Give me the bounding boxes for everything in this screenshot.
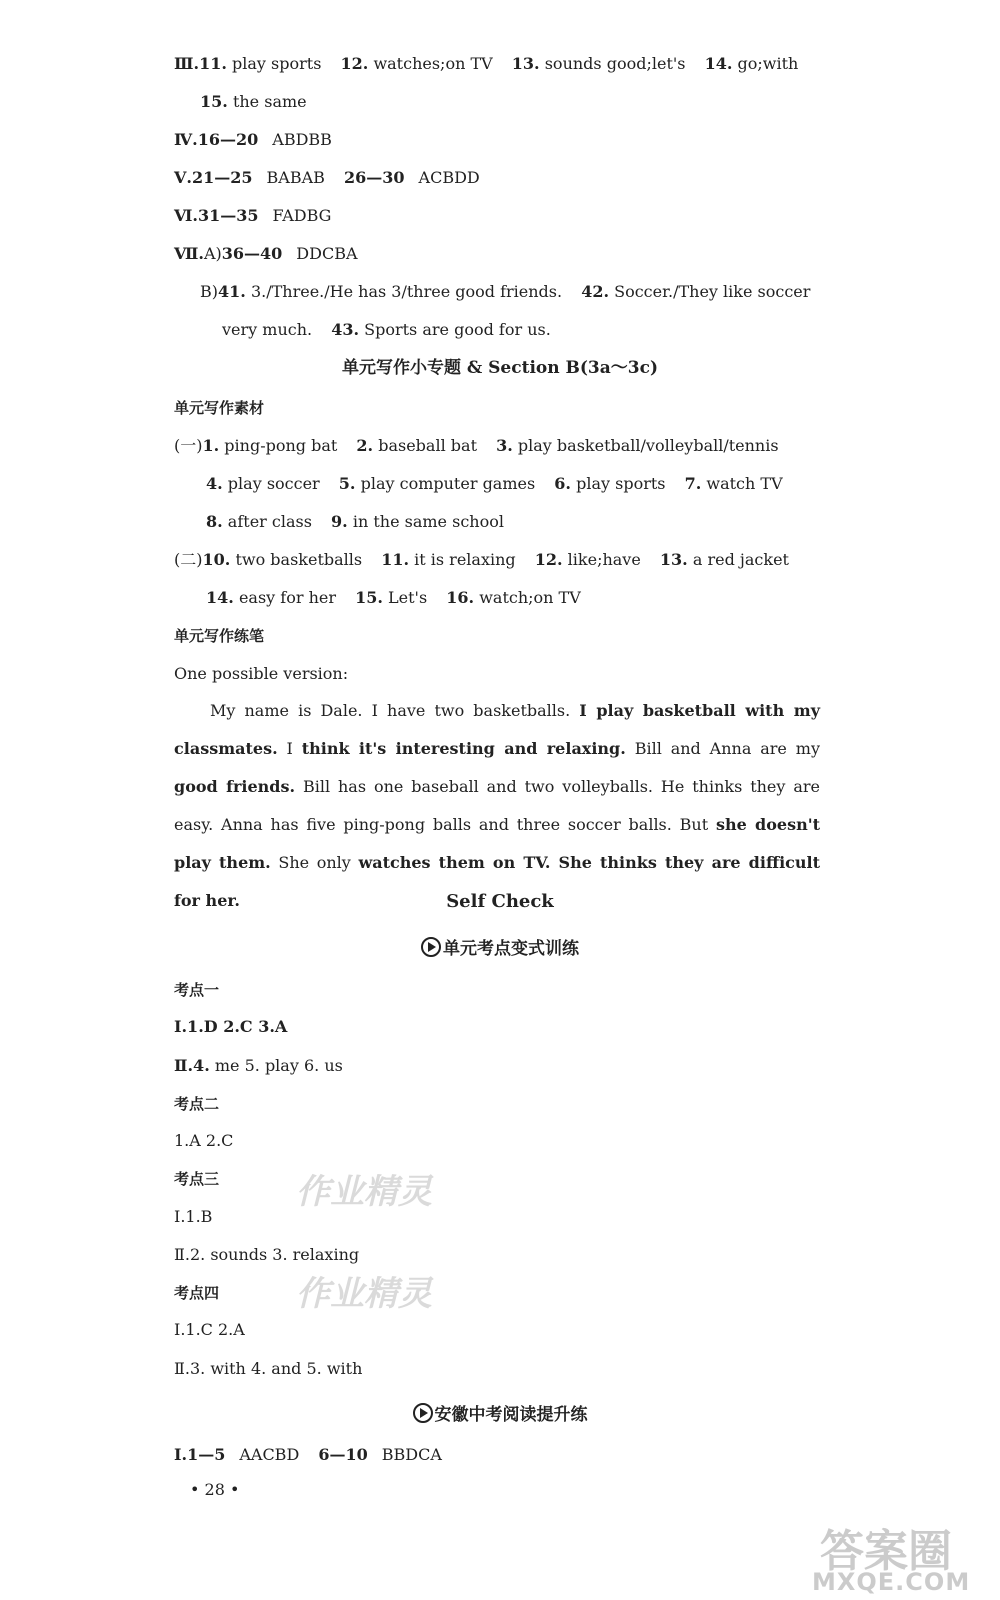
section-number: Ⅴ.: [174, 168, 192, 187]
kaodian-1-row-2: [174, 1056, 343, 1076]
answer: play soccer: [227, 474, 320, 493]
answer: two basketballs: [235, 550, 363, 569]
part-label: A): [203, 244, 222, 263]
section-number: Ⅳ.: [174, 130, 198, 149]
q-range: 21—25: [191, 168, 253, 187]
q-range: 16—20: [197, 130, 259, 149]
answer-row-section-5: [174, 168, 480, 188]
answer: in the same school: [352, 512, 504, 531]
anhui-title-text: 安徽中考阅读提升练: [434, 1405, 588, 1425]
answer: Soccer./They like soccer: [614, 282, 811, 301]
kaodian-4-row-2: Ⅱ.3. with 4. and 5. with: [174, 1359, 363, 1378]
kaodian-4-title: 考点四: [174, 1284, 220, 1302]
q-range: 26—30: [344, 168, 405, 187]
answer: like;have: [567, 550, 641, 569]
essay-highlight: think it's interesting and relaxing.: [301, 739, 626, 758]
essay-text: Bill and Anna are my: [625, 739, 820, 758]
answer-row-section-4: [174, 130, 332, 150]
kaodian-2-title: 考点二: [174, 1095, 220, 1113]
version-label: One possible version:: [174, 664, 349, 683]
answer: it is relaxing: [414, 550, 516, 569]
answer: watch TV: [706, 474, 783, 493]
essay-text: She only: [270, 853, 359, 872]
answer: the same: [232, 92, 307, 111]
essay-highlight: watches them on TV. She thinks they are difficult for her.: [174, 853, 820, 910]
answer: DDCBA: [296, 244, 358, 263]
essay-highlight: good friends.: [174, 777, 296, 796]
answer-row-section-3: [174, 54, 798, 74]
answer: AACBD: [239, 1445, 300, 1464]
answer: a red jacket: [692, 550, 789, 569]
q-number: 12.: [534, 550, 563, 569]
answer: play computer games: [360, 474, 536, 493]
answer: sounds good;let's: [544, 54, 686, 73]
answer: very much.: [222, 320, 313, 339]
essay-highlight: she doesn't play them.: [174, 815, 821, 872]
anhui-title: [0, 1403, 1000, 1426]
q-range: 1—5: [187, 1445, 226, 1464]
material-row-1: [174, 436, 779, 456]
answer: ABDBB: [272, 130, 332, 149]
answer: watches;on TV: [373, 54, 493, 73]
q-number: 13.: [659, 550, 688, 569]
q-number: 11.: [381, 550, 410, 569]
q-number: 42.: [581, 282, 610, 301]
practice-title: 单元写作练笔: [174, 627, 265, 645]
corner-logo: 答案圈: [820, 1526, 952, 1577]
essay-text: My name is Dale. I have two basketballs.: [210, 701, 580, 720]
writing-section-title: 单元写作小专题 & Section B(3a～3c): [341, 358, 659, 378]
q-number: 13.: [511, 54, 540, 73]
q-number: 41.: [218, 282, 246, 301]
material-row-3: [206, 512, 504, 532]
q-number: 9.: [331, 512, 348, 531]
self-check-title: Self Check: [446, 891, 554, 912]
answer: ACBDD: [418, 168, 480, 187]
kaodian-3-title: 考点三: [174, 1170, 220, 1188]
group-label: (二): [174, 550, 203, 569]
part-label: B): [200, 282, 218, 301]
answer: BABAB: [266, 168, 325, 187]
kaodian-4-row-1: Ⅰ.1.C 2.A: [174, 1320, 245, 1339]
answer: after class: [227, 512, 312, 531]
q-number: 3.: [496, 436, 513, 455]
q-number: 12.: [340, 54, 369, 73]
answer: BBDCA: [381, 1445, 442, 1464]
kaodian-2-row-1: 1.A 2.C: [174, 1131, 234, 1150]
q-number: 11.: [199, 54, 227, 73]
q-number: 16.: [446, 588, 475, 607]
anhui-row-1: [174, 1445, 442, 1465]
answer-row-section-6: [174, 206, 331, 226]
q-number: Ⅱ.4.: [174, 1056, 210, 1075]
watermark: 作业精灵: [296, 1172, 432, 1212]
q-number: 7.: [684, 474, 702, 493]
answer: Sports are good for us.: [364, 320, 551, 339]
play-circle-icon: [413, 1403, 433, 1423]
material-row-2: [206, 474, 783, 494]
section-number: Ⅲ.: [174, 54, 200, 73]
q-number: 1.: [202, 436, 220, 455]
variant-title-text: 单元考点变式训练: [443, 939, 579, 959]
q-number: 14.: [704, 54, 733, 73]
q-number: 5.: [338, 474, 356, 493]
answer: go;with: [737, 54, 799, 73]
corner-url: MXQE.COM: [812, 1568, 971, 1596]
q-range: 31—35: [197, 206, 259, 225]
q-number: 6.: [554, 474, 571, 493]
q-number: 15.: [355, 588, 383, 607]
q-number: 4.: [206, 474, 223, 493]
section-number: Ⅵ.: [174, 206, 198, 225]
answer: 3./Three./He has 3/three good friends.: [250, 282, 563, 301]
kaodian-3-row-2: Ⅱ.2. sounds 3. relaxing: [174, 1245, 360, 1264]
answer: Let's: [388, 588, 428, 607]
answer: play basketball/volleyball/tennis: [517, 436, 779, 455]
answer: watch;on TV: [479, 588, 581, 607]
q-range: 6—10: [318, 1445, 368, 1464]
material-row-4: [174, 550, 789, 570]
q-number: 15.: [200, 92, 228, 111]
q-number: 10.: [202, 550, 231, 569]
answer: play sports: [232, 54, 322, 73]
answer: easy for her: [238, 588, 336, 607]
answer: play sports: [576, 474, 666, 493]
variant-title: [0, 937, 1000, 960]
essay-highlight: I play basketball with my classmates.: [174, 701, 820, 758]
answer-row-section-7b-cont: [222, 320, 551, 340]
kaodian-3-row-1: Ⅰ.1.B: [174, 1207, 213, 1226]
material-row-5: [206, 588, 581, 608]
answer-row-section-3-cont: [200, 92, 307, 112]
page-number: • 28 •: [190, 1480, 240, 1499]
q-number: 2.: [356, 436, 374, 455]
section-number: Ⅶ.: [174, 244, 204, 263]
answer-row-section-7a: [174, 244, 358, 264]
essay-text: I: [277, 739, 302, 758]
watermark: 作业精灵: [296, 1274, 432, 1314]
answer-row-section-7b: [200, 282, 810, 302]
essay-text: Bill has one baseball and two volleyballs. He thinks they are easy. Anna has five ping-pong balls and three soccer balls. But: [174, 777, 820, 834]
answer: FADBG: [272, 206, 332, 225]
q-number: 14.: [206, 588, 234, 607]
sample-essay: [174, 692, 820, 920]
answer: me 5. play 6. us: [214, 1056, 343, 1075]
q-number: 8.: [206, 512, 223, 531]
q-number: 43.: [331, 320, 360, 339]
section-number: Ⅰ.: [174, 1445, 188, 1464]
material-title: 单元写作素材: [174, 399, 265, 417]
play-circle-icon: [421, 937, 441, 957]
q-range: 36—40: [221, 244, 283, 263]
kaodian-1-title: 考点一: [174, 981, 220, 999]
answer: ping-pong bat: [224, 436, 338, 455]
answer: baseball bat: [378, 436, 477, 455]
group-label: (一): [174, 436, 203, 455]
kaodian-1-row-1: Ⅰ.1.D 2.C 3.A: [174, 1017, 288, 1036]
